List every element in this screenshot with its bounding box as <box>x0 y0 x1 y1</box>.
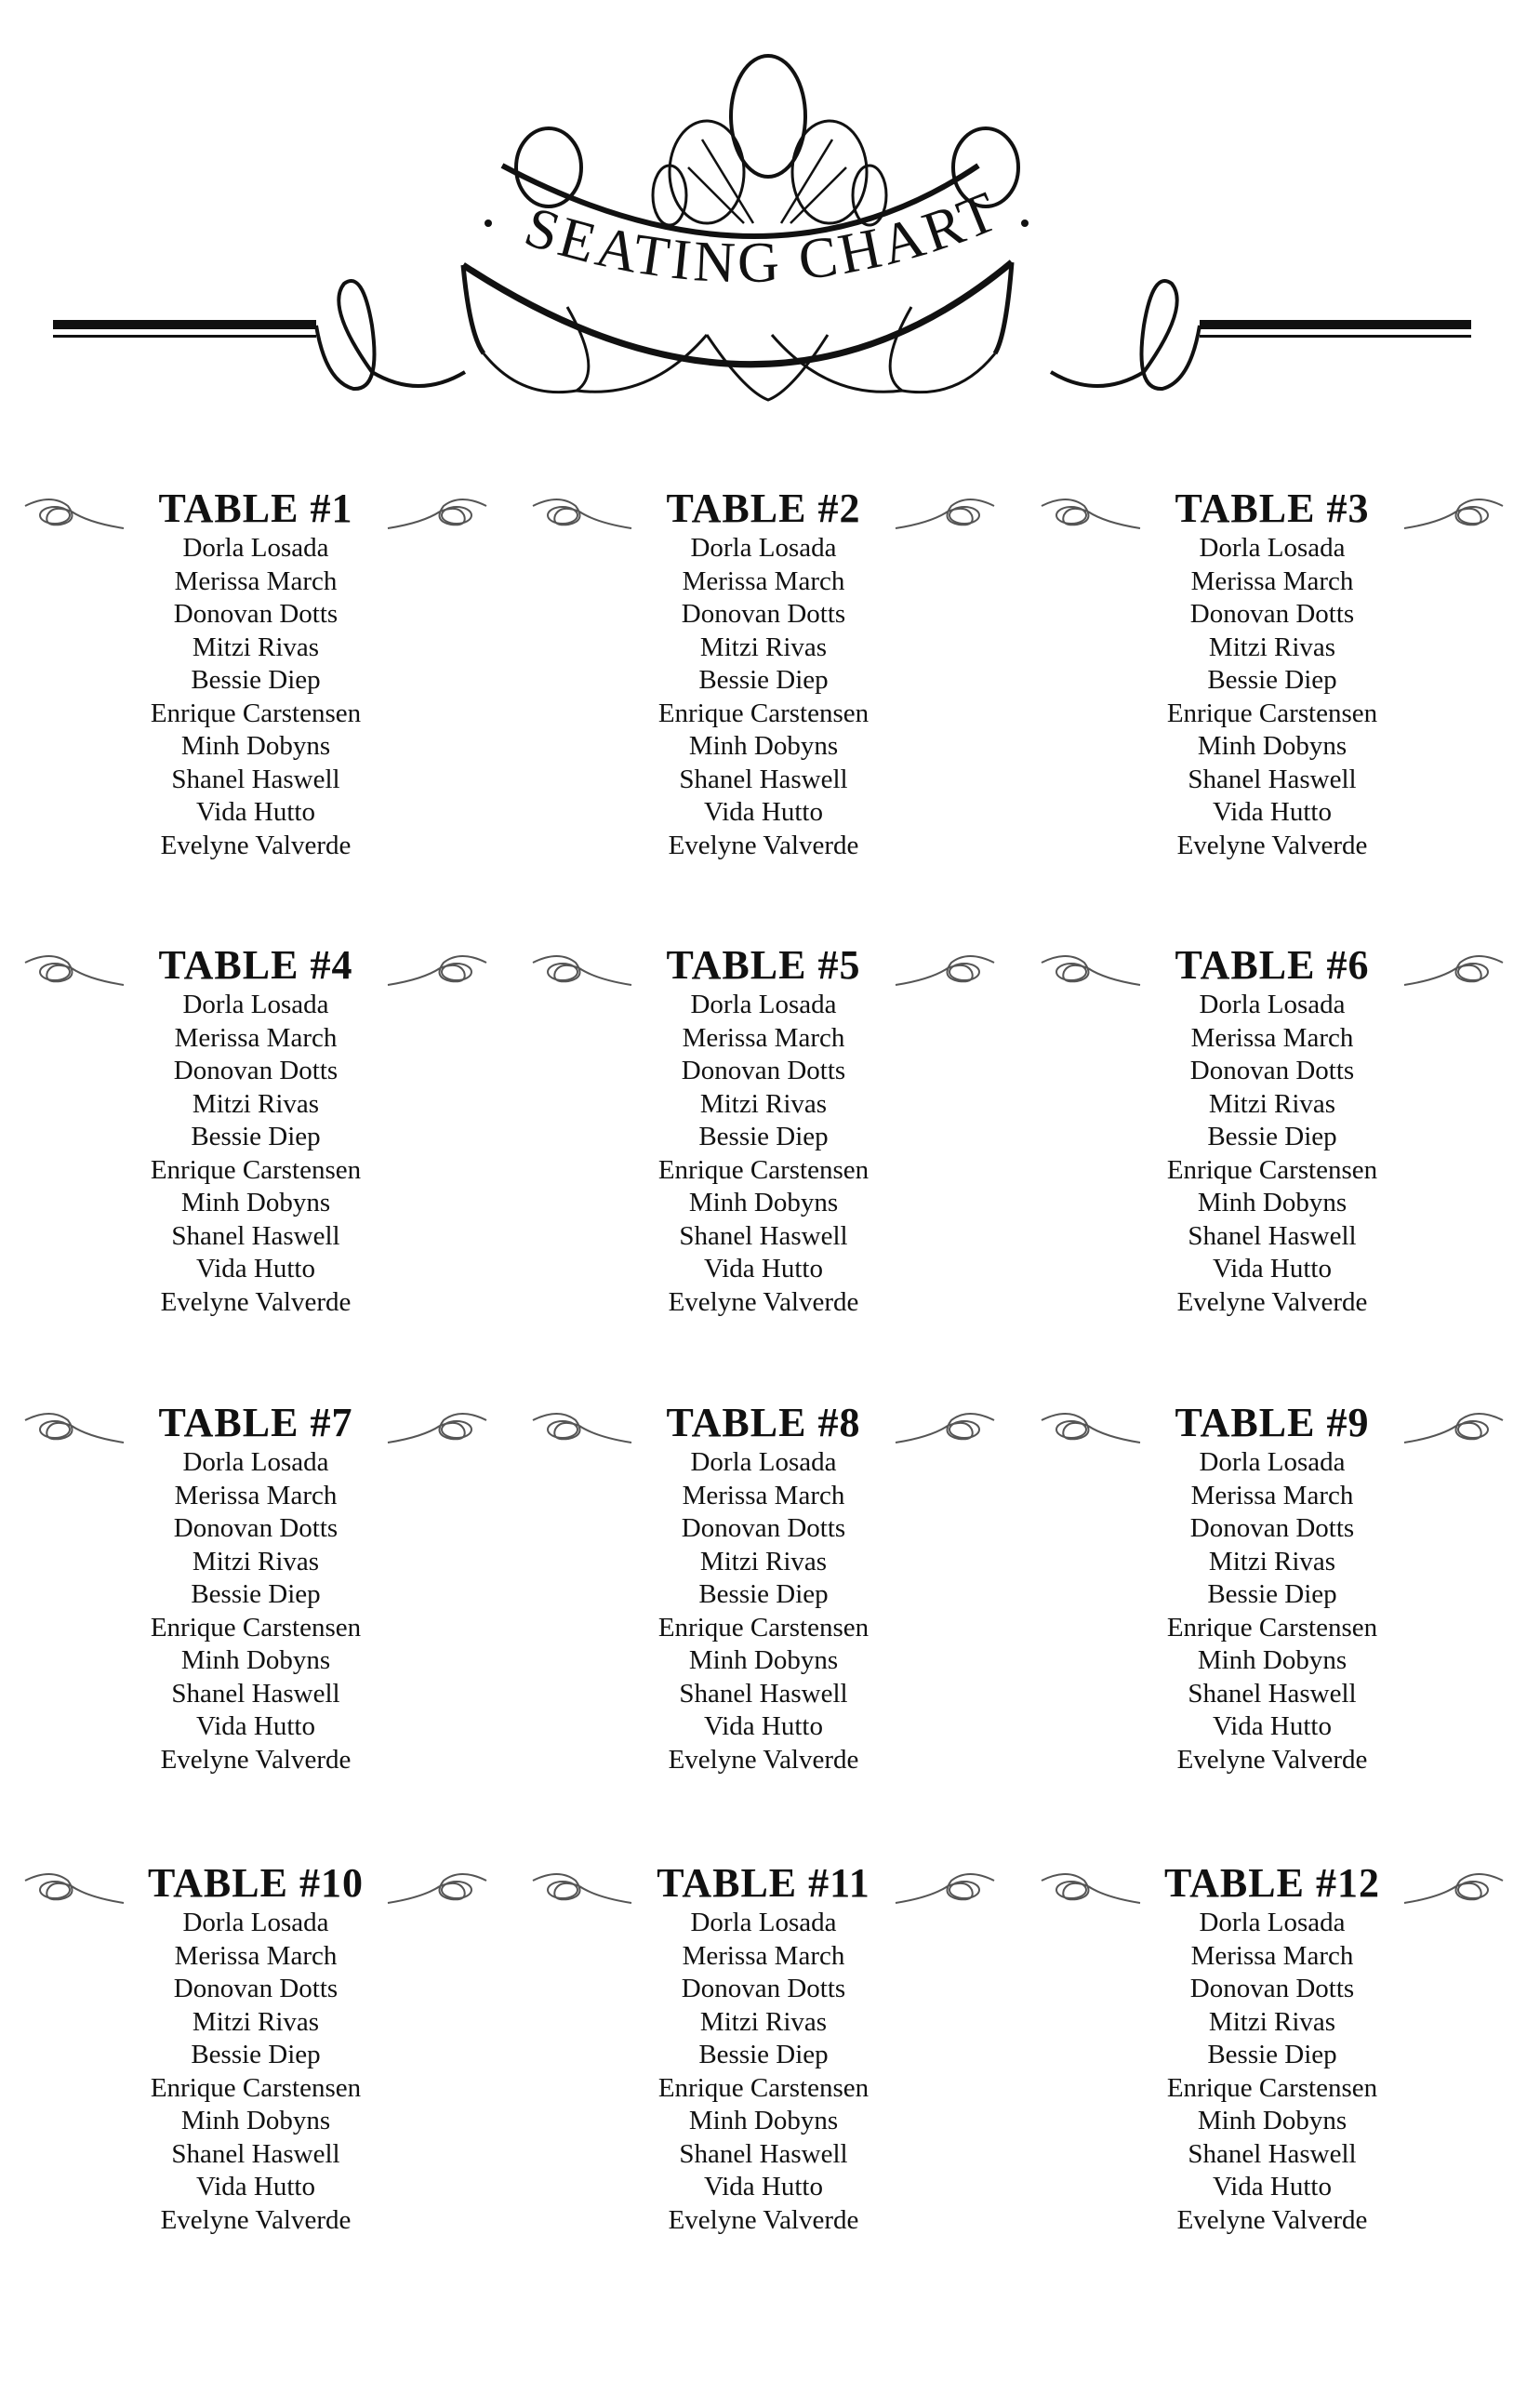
guest-name: Evelyne Valverde <box>1176 2204 1368 2235</box>
guest-name: Donovan Dotts <box>1189 1056 1355 1085</box>
table-card <box>14 1860 498 2237</box>
swirl-ornament-icon <box>894 1868 996 1909</box>
table-label: TABLE <box>1164 1860 1305 1906</box>
table-title <box>1030 486 1514 532</box>
guest-name: Donovan Dotts <box>173 599 339 629</box>
swirl-ornament-icon <box>1040 493 1142 534</box>
guest-name: Vida Hutto <box>196 1254 315 1284</box>
guest-name: Bessie Diep <box>698 665 829 695</box>
swirl-ornament-icon <box>531 493 633 534</box>
guest-name: Donovan Dotts <box>681 599 846 629</box>
banner-title <box>0 0 1540 428</box>
guest-name: Dorla Losada <box>690 533 837 563</box>
swirl-ornament-icon <box>1402 1407 1505 1448</box>
guest-name: Mitzi Rivas <box>192 1546 320 1576</box>
guest-name: Enrique Carstensen <box>150 2072 362 2103</box>
swirl-ornament-icon <box>386 1407 488 1448</box>
guest-name: Minh Dobyns <box>688 1188 839 1217</box>
table-number: #8 <box>817 1400 861 1445</box>
guest-name: Evelyne Valverde <box>668 2204 859 2235</box>
table-number: #1 <box>310 486 353 531</box>
guest-name: Merissa March <box>174 1022 338 1053</box>
guest-name: Merissa March <box>682 1022 845 1053</box>
guest-name: Vida Hutto <box>704 797 823 827</box>
table-label: TABLE <box>158 942 299 988</box>
guest-name: Enrique Carstensen <box>1166 698 1378 728</box>
guest-name: Evelyne Valverde <box>668 830 859 860</box>
table-number: #10 <box>299 1860 364 1906</box>
table-title <box>522 942 1005 989</box>
guest-name: Shanel Haswell <box>679 1678 848 1709</box>
guest-name: Enrique Carstensen <box>150 1154 362 1185</box>
guest-name: Minh Dobyns <box>1197 731 1348 761</box>
guest-name: Shanel Haswell <box>171 764 340 794</box>
guest-name: Donovan Dotts <box>681 1974 846 2003</box>
table-label: TABLE <box>666 942 807 988</box>
guest-name: Vida Hutto <box>196 1711 315 1741</box>
guest-name: Shanel Haswell <box>1188 1220 1357 1251</box>
table-title <box>522 1860 1005 1907</box>
guest-name: Dorla Losada <box>690 990 837 1019</box>
table-number: #5 <box>817 942 861 988</box>
swirl-ornament-icon <box>531 1407 633 1448</box>
table-label: TABLE <box>1175 486 1316 531</box>
guest-name: Merissa March <box>1190 1480 1354 1510</box>
swirl-ornament-icon <box>386 1868 488 1909</box>
guest-name: Minh Dobyns <box>1197 2106 1348 2135</box>
guest-name: Minh Dobyns <box>688 731 839 761</box>
guest-name: Dorla Losada <box>1199 1447 1346 1477</box>
guest-name: Enrique Carstensen <box>150 1612 362 1643</box>
swirl-ornament-icon <box>386 493 488 534</box>
table-title <box>14 1400 498 1446</box>
guest-name: Mitzi Rivas <box>1208 632 1336 662</box>
guest-name: Bessie Diep <box>191 2040 321 2069</box>
guest-name: Evelyne Valverde <box>1176 830 1368 860</box>
swirl-ornament-icon <box>894 950 996 991</box>
guest-name: Evelyne Valverde <box>1176 1286 1368 1317</box>
guest-name: Mitzi Rivas <box>699 632 828 662</box>
table-title <box>1030 1400 1514 1446</box>
guest-name: Merissa March <box>682 1480 845 1510</box>
guest-name: Merissa March <box>682 1940 845 1971</box>
guest-name: Shanel Haswell <box>1188 764 1357 794</box>
guest-name: Dorla Losada <box>1199 1908 1346 1937</box>
guest-name: Shanel Haswell <box>1188 1678 1357 1709</box>
swirl-ornament-icon <box>1402 1868 1505 1909</box>
guest-name: Evelyne Valverde <box>160 830 352 860</box>
swirl-ornament-icon <box>1402 493 1505 534</box>
guest-name: Evelyne Valverde <box>668 1744 859 1775</box>
guest-name: Donovan Dotts <box>173 1513 339 1543</box>
guest-name: Minh Dobyns <box>180 1188 331 1217</box>
guest-name: Mitzi Rivas <box>699 1546 828 1576</box>
guest-name: Enrique Carstensen <box>1166 1612 1378 1643</box>
guest-name: Merissa March <box>174 565 338 596</box>
guest-name: Dorla Losada <box>182 533 329 563</box>
table-label: TABLE <box>158 1400 299 1445</box>
table-title <box>1030 1860 1514 1907</box>
guest-name: Dorla Losada <box>182 1447 329 1477</box>
guest-name: Bessie Diep <box>1207 1579 1337 1609</box>
guest-name: Shanel Haswell <box>171 1678 340 1709</box>
guest-name: Dorla Losada <box>182 1908 329 1937</box>
guest-name: Minh Dobyns <box>1197 1645 1348 1675</box>
guest-name: Merissa March <box>174 1480 338 1510</box>
swirl-ornament-icon <box>1040 1868 1142 1909</box>
guest-name: Enrique Carstensen <box>657 698 870 728</box>
guest-name: Vida Hutto <box>1213 797 1332 827</box>
table-number: #11 <box>808 1860 870 1906</box>
guest-name: Enrique Carstensen <box>657 1612 870 1643</box>
swirl-ornament-icon <box>531 1868 633 1909</box>
guest-name: Mitzi Rivas <box>192 1088 320 1119</box>
table-title <box>522 1400 1005 1446</box>
swirl-ornament-icon <box>1402 950 1505 991</box>
table-card <box>1030 486 1514 862</box>
guest-name: Bessie Diep <box>191 665 321 695</box>
guest-name: Vida Hutto <box>704 1254 823 1284</box>
guest-name: Merissa March <box>174 1940 338 1971</box>
table-title <box>14 486 498 532</box>
table-title <box>14 1860 498 1907</box>
guest-name: Bessie Diep <box>191 1579 321 1609</box>
guest-name: Mitzi Rivas <box>699 1088 828 1119</box>
guest-name: Mitzi Rivas <box>1208 1546 1336 1576</box>
table-title <box>1030 942 1514 989</box>
table-card <box>14 486 498 862</box>
table-number: #4 <box>310 942 353 988</box>
guest-name: Vida Hutto <box>704 1711 823 1741</box>
guest-name: Dorla Losada <box>1199 533 1346 563</box>
guest-name: Donovan Dotts <box>681 1513 846 1543</box>
table-title <box>522 486 1005 532</box>
guest-name: Mitzi Rivas <box>699 2006 828 2037</box>
guest-name: Donovan Dotts <box>173 1056 339 1085</box>
swirl-ornament-icon <box>894 1407 996 1448</box>
table-label: TABLE <box>666 1400 807 1445</box>
guest-name: Shanel Haswell <box>679 764 848 794</box>
swirl-ornament-icon <box>1040 950 1142 991</box>
guest-name: Donovan Dotts <box>1189 1513 1355 1543</box>
guest-name: Mitzi Rivas <box>1208 2006 1336 2037</box>
table-card <box>522 486 1005 862</box>
swirl-ornament-icon <box>894 493 996 534</box>
guest-name: Bessie Diep <box>698 1122 829 1151</box>
guest-name: Donovan Dotts <box>681 1056 846 1085</box>
guest-name: Donovan Dotts <box>1189 1974 1355 2003</box>
table-label: TABLE <box>1175 1400 1316 1445</box>
svg-text:SEATING CHART: SEATING CHART <box>517 179 1010 296</box>
table-label: TABLE <box>1175 942 1316 988</box>
table-card <box>522 1860 1005 2237</box>
table-card <box>522 1400 1005 1776</box>
guest-name: Minh Dobyns <box>180 1645 331 1675</box>
guest-name: Dorla Losada <box>1199 990 1346 1019</box>
guest-name: Donovan Dotts <box>173 1974 339 2003</box>
swirl-ornament-icon <box>23 1868 126 1909</box>
guest-name: Donovan Dotts <box>1189 599 1355 629</box>
swirl-ornament-icon <box>1040 1407 1142 1448</box>
guest-name: Enrique Carstensen <box>657 2072 870 2103</box>
guest-name: Dorla Losada <box>690 1447 837 1477</box>
guest-name: Evelyne Valverde <box>160 1744 352 1775</box>
swirl-ornament-icon <box>23 950 126 991</box>
guest-name: Merissa March <box>1190 1940 1354 1971</box>
table-number: #9 <box>1326 1400 1370 1445</box>
guest-name: Shanel Haswell <box>171 2138 340 2169</box>
guest-name: Mitzi Rivas <box>192 2006 320 2037</box>
guest-name: Bessie Diep <box>1207 2040 1337 2069</box>
guest-name: Vida Hutto <box>1213 1711 1332 1741</box>
guest-name: Mitzi Rivas <box>192 632 320 662</box>
guest-name: Minh Dobyns <box>180 731 331 761</box>
guest-name: Minh Dobyns <box>688 1645 839 1675</box>
guest-name: Bessie Diep <box>698 2040 829 2069</box>
table-number: #12 <box>1315 1860 1380 1906</box>
guest-name: Enrique Carstensen <box>1166 2072 1378 2103</box>
guest-name: Minh Dobyns <box>688 2106 839 2135</box>
table-label: TABLE <box>148 1860 288 1906</box>
table-label: TABLE <box>657 1860 798 1906</box>
guest-name: Merissa March <box>1190 1022 1354 1053</box>
table-card <box>1030 942 1514 1319</box>
swirl-ornament-icon <box>23 493 126 534</box>
table-card <box>1030 1860 1514 2237</box>
guest-name: Mitzi Rivas <box>1208 1088 1336 1119</box>
guest-name: Dorla Losada <box>690 1908 837 1937</box>
guest-name: Evelyne Valverde <box>668 1286 859 1317</box>
table-card <box>14 1400 498 1776</box>
table-card <box>1030 1400 1514 1776</box>
guest-name: Shanel Haswell <box>679 2138 848 2169</box>
guest-name: Evelyne Valverde <box>160 2204 352 2235</box>
table-number: #2 <box>817 486 861 531</box>
guest-name: Vida Hutto <box>196 797 315 827</box>
guest-name: Evelyne Valverde <box>1176 1744 1368 1775</box>
guest-name: Bessie Diep <box>191 1122 321 1151</box>
table-number: #7 <box>310 1400 353 1445</box>
table-number: #3 <box>1326 486 1370 531</box>
guest-name: Bessie Diep <box>1207 665 1337 695</box>
guest-name: Vida Hutto <box>704 2172 823 2201</box>
guest-name: Shanel Haswell <box>171 1220 340 1251</box>
guest-name: Enrique Carstensen <box>1166 1154 1378 1185</box>
guest-name: Bessie Diep <box>698 1579 829 1609</box>
guest-name: Bessie Diep <box>1207 1122 1337 1151</box>
guest-name: Merissa March <box>1190 565 1354 596</box>
table-label: TABLE <box>158 486 299 531</box>
table-number: #6 <box>1326 942 1370 988</box>
swirl-ornament-icon <box>531 950 633 991</box>
table-label: TABLE <box>666 486 807 531</box>
guest-name: Evelyne Valverde <box>160 1286 352 1317</box>
guest-name: Dorla Losada <box>182 990 329 1019</box>
guest-name: Merissa March <box>682 565 845 596</box>
guest-name: Minh Dobyns <box>1197 1188 1348 1217</box>
guest-name: Minh Dobyns <box>180 2106 331 2135</box>
swirl-ornament-icon <box>23 1407 126 1448</box>
guest-name: Shanel Haswell <box>1188 2138 1357 2169</box>
table-card <box>14 942 498 1319</box>
guest-name: Vida Hutto <box>196 2172 315 2201</box>
seating-chart-banner <box>0 0 1540 428</box>
guest-name: Enrique Carstensen <box>150 698 362 728</box>
guest-name: Vida Hutto <box>1213 1254 1332 1284</box>
swirl-ornament-icon <box>386 950 488 991</box>
table-card <box>522 942 1005 1319</box>
table-title <box>14 942 498 989</box>
guest-name: Shanel Haswell <box>679 1220 848 1251</box>
guest-name: Enrique Carstensen <box>657 1154 870 1185</box>
guest-name: Vida Hutto <box>1213 2172 1332 2201</box>
